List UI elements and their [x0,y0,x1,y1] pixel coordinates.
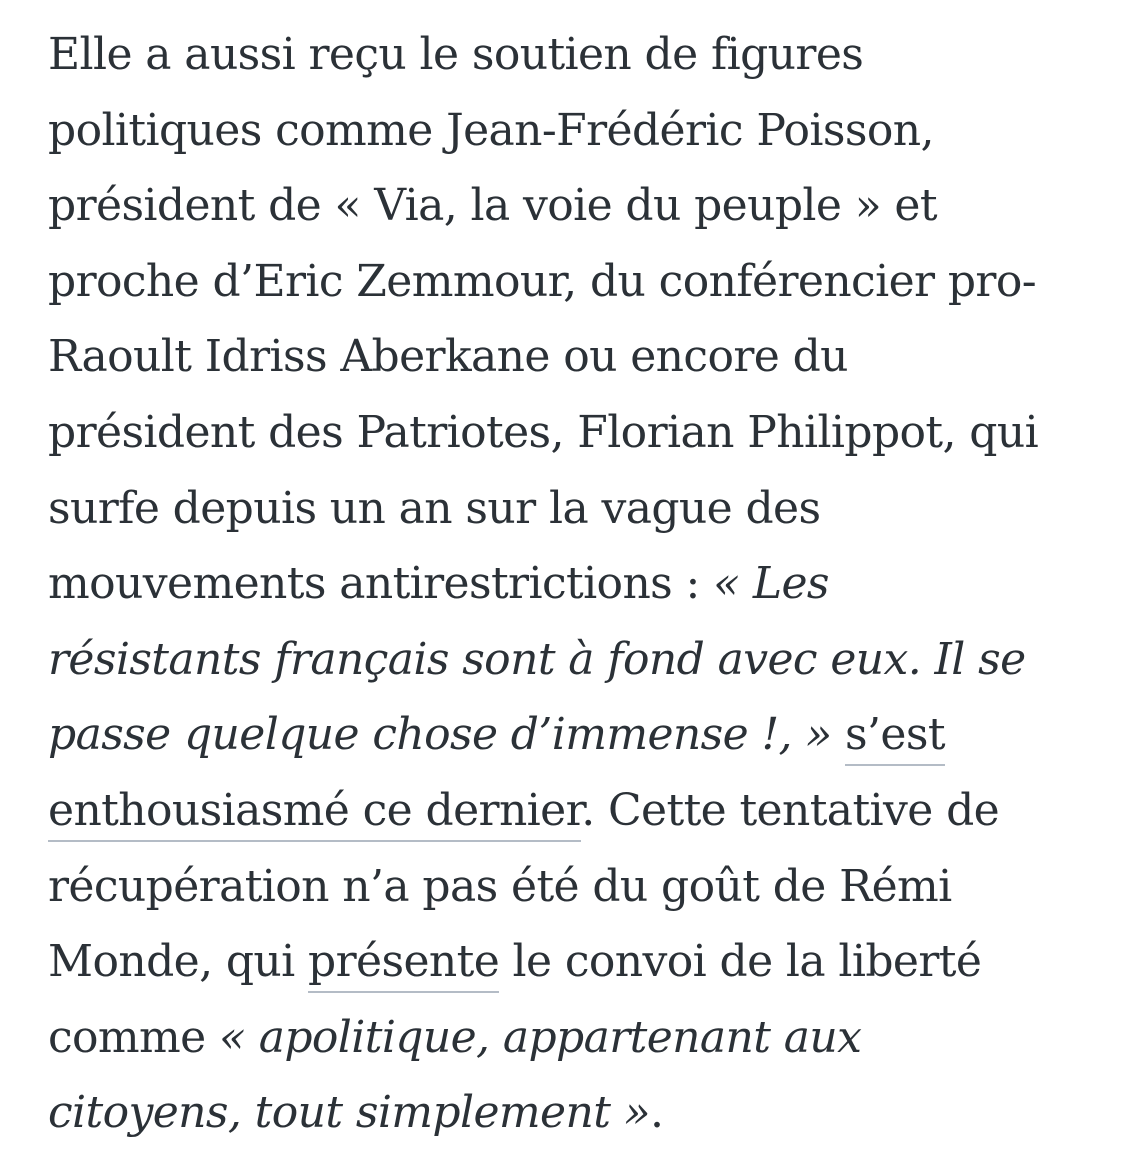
text-line-9 [48,622,1095,698]
text-line-8: mouvements antirestrictions : « Les [48,558,829,610]
article-paragraph [48,17,1095,1151]
quote-text: résistants français sont à fond avec eux. Il se [48,633,1026,685]
text-line-7: surfe depuis un an sur la vague des [48,482,821,534]
quote-text: citoyens, tout simplement » [48,1087,650,1139]
text-line-5: Raoult Idriss Aberkane ou encore du [48,331,848,383]
text-line-11: enthousiasmé ce dernier. Cette tentative de [48,773,1095,849]
quote-text: « apolitique, appartenant aux [219,1011,862,1063]
text-line-14: comme « apolitique, appartenant aux [48,1011,862,1063]
quote-text: « Les [713,558,829,610]
text-line-6: président des Patriotes, Florian Philippot, qui [48,406,1039,458]
text-line-12: récupération n’a pas été du goût de Rémi [48,860,952,912]
text-line-13: Monde, qui présente le convoi de la liberté [48,924,1095,1000]
quote-text: passe quelque chose d’immense !, » [48,709,832,761]
text-line-15: citoyens, tout simplement ». [48,1087,664,1139]
text-line-3: président de « Via, la voie du peuple » et [48,180,937,232]
source-link-philippot-continued[interactable]: enthousiasmé ce dernier [48,785,581,842]
text-line-2: politiques comme Jean-Frédéric Poisson, [48,104,934,156]
text-line-1: Elle a aussi reçu le soutien de figures [48,29,864,80]
text-line-4: proche d’Eric Zemmour, du conférencier pro- [48,255,1036,307]
text-line-10 [48,697,1095,773]
source-link-presente[interactable]: présente [308,936,499,993]
source-link-philippot[interactable]: s’est [845,709,945,766]
